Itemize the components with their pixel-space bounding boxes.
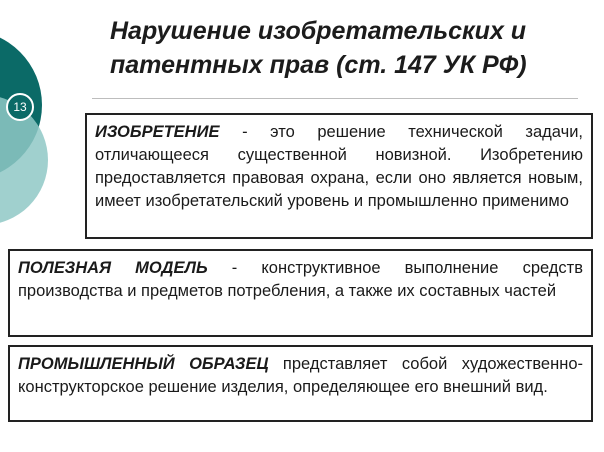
definition-term: ПОЛЕЗНАЯ МОДЕЛЬ — [18, 259, 208, 277]
definition-term: ПРОМЫШЛЕННЫЙ ОБРАЗЕЦ — [18, 355, 269, 373]
title-divider — [92, 98, 578, 99]
slide-title: Нарушение изобретательских и патентных прав (ст. 147 УК РФ) — [110, 17, 527, 79]
definition-text: представляет собой художественно-конструкторское решение изделия, определяющее его внешний вид. — [18, 355, 583, 396]
definition-box-industrial-design — [8, 345, 593, 422]
definition-text: - конструктивное выполнение средств производства и предметов потребления, а также их составных частей — [18, 259, 584, 300]
definition-box-invention — [85, 113, 593, 239]
definition-term: ИЗОБРЕТЕНИЕ — [95, 123, 220, 141]
definition-text: - это решение технической задачи, отличающееся существенной новизной. Изобретению предоставляется правовая охрана, если оно является новым, имеет изобретательский уровень и промышленно применимо — [95, 123, 583, 210]
definition-box-utility-model — [8, 249, 593, 337]
slide-number-badge: 13 — [6, 93, 34, 121]
